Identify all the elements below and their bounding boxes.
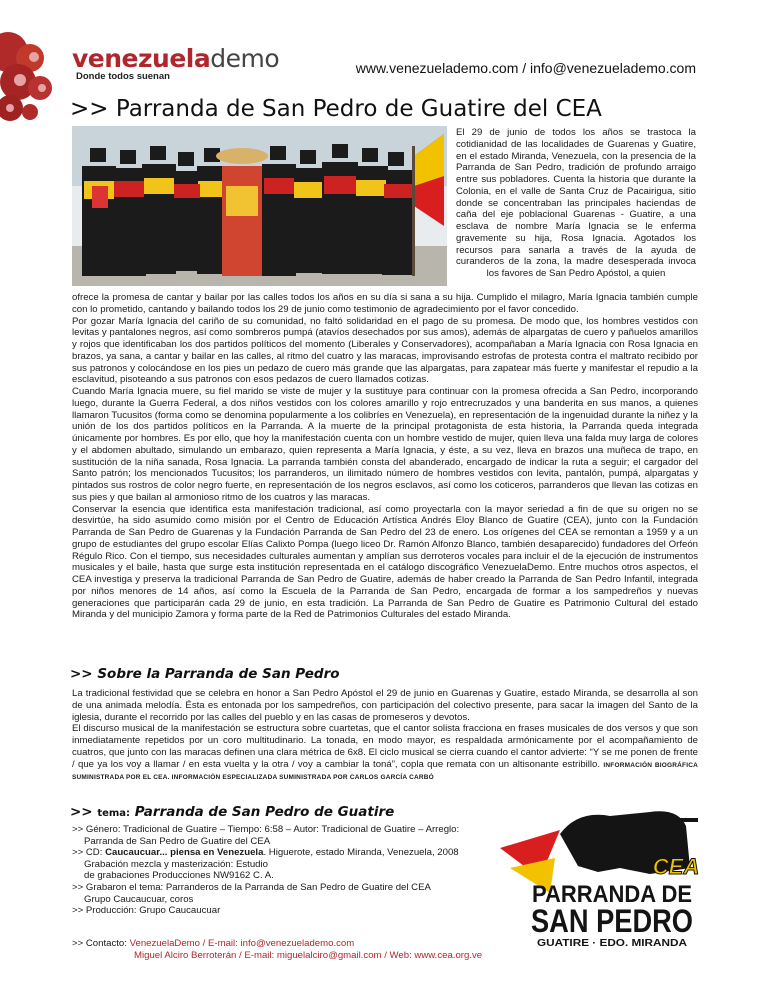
article-paragraph-4: Conservar la esencia que identifica esta manifestación tradicional, así como proyectarla con la mayor seriedad a fin de que su origen no se desvirtúe, ha sido asumido como misión por el Centro de Educación Artística Andrés Eloy Blanco de Guatire (CEA), junto con la Fundación Parranda de San Pedro de Guarenas y la Fundación Parranda de San Pedro del 23 de enero. Los orígenes del CEA se remontan a 1959 y a un grupo de estudiantes del grupo escolar Elías Calixto Pompa (luego liceo Dr. Ramón Alfonzo Blanco, también desaparecido) fundadores del Orfeón Régulo Rico. Con el tiempo, sus necesidades culturales aumentan y amplían sus derroteros vocales para incluir el de la ejecución de instrumentos musicales y el baile, hasta que surge esta institución representada en el catálogo discográfico VenezuelaDemo. Entre muchos otros aspectos, el CEA investiga y preserva la tradicional Parranda de San Pedro de Guatire, además de haber creado la Parranda de San Pedro Infantil, integrada por niños menores de 14 años, así como la Escuela de la Parranda de San Pedro, encargada de formar a los sampedreños y nuevas generaciones que participarán cada 29 de junio, en esta tradición. La Parranda de San Pedro de Guatire es Patrimonio Cultural del estado Miranda y del municipio Zamora y forma parte de la Red de Patrimonios Culturales del estado Miranda. <box>72 503 698 621</box>
contact-venezuelademo[interactable]: VenezuelaDemo / E-mail: info@venezuelademo.com <box>129 938 355 949</box>
logo-part-2: demo <box>210 44 280 73</box>
logo-wordmark <box>72 46 279 72</box>
cea-parranda-logo <box>500 808 708 950</box>
sobre-paragraph-2-text: El discurso musical de la manifestación se estructura sobre cuartetas, que el cantor solista fracciona en frases musicales de dos versos y que son inmediatamente repetidos por un coro multitudinario. La tonada, en modo mayor, es respaldada armónicamente por el acompañamiento de cuatros, que junto con las maracas definen una clara métrica de 6x8. El ciclo musical se cierra cuando el cantor advierte: “Y se me ponen de frente / que ya los voy a llamar / en esta vuelta y la otra / voy a cambiar la toná”, copla que remata con un altisonante estribillo. <box>72 723 698 770</box>
contact-block <box>72 938 482 962</box>
tema-details <box>72 824 492 917</box>
tema-genero-cont: Parranda de San Pedro de Guatire del CEA <box>84 835 271 847</box>
sobre-heading: >> Sobre la Parranda de San Pedro <box>70 666 340 682</box>
credits-note: INFORMACIÓN BIOGRÁFICA SUMINISTRADA POR EL CEA. INFORMACIÓN ESPECIALIZADA SUMINISTRADA POR CARLOS GARCÍA CARBÓ <box>72 761 699 782</box>
tema-grabaron-cont: Grupo Caucaucuar, coros <box>84 893 194 905</box>
tema-prefix: >> <box>70 804 93 820</box>
tema-title: Parranda de San Pedro de Guatire <box>134 804 395 820</box>
sobre-body <box>72 688 698 784</box>
tema-produccion: >> Producción: Grupo Caucaucuar <box>72 905 221 917</box>
cea-logo-cea: CEA <box>652 854 700 879</box>
logo-tagline: Donde todos suenan <box>76 71 170 82</box>
cea-logo-line-3: GUATIRE · EDO. MIRANDA <box>537 938 687 949</box>
sobre-paragraph-1: La tradicional festividad que se celebra en honor a San Pedro Apóstol el 29 de junio en Guarenas y Guatire, estado Miranda, se desarrolla al son de una animada melodía. Ésta es entonada por los sampedreños, con participación del colectivo presente, para sacar la imagen del Santo de la iglesia, durante el recorrido por las calles del pueblo y en las casas de promeseros y devotos. <box>72 688 698 723</box>
tema-cd-title: Caucaucuar... piensa en Venezuela <box>105 847 264 859</box>
cea-logo-line-1: PARRANDA DE <box>532 881 692 908</box>
intro-paragraph: El 29 de junio de todos los años se trastoca la cotidianidad de las localidades de Guarenas y Guatire, en el estado Miranda, Venezuela, con la presencia de la Parranda de San Pedro, tradición de profundo arraigo entre sus pobladores. Cuenta la historia que durante la Colonia, en el valle de Santa Cruz de Pacairigua, sitio donde se concentraban las principales haciendas de caña del eje poblacional Guarenas - Guatire, a una esclava de nombre María Ignacia se le enferma gravemente su hija, Rosa Ignacia. Agotados los recursos para sanarla a través de la ayuda de curanderos de la zona, la madre desesperada invoca los favores de San Pedro Apóstol, a quien <box>456 127 696 279</box>
tema-genero: >> Género: Tradicional de Guatire – Tiempo: 6:58 – Autor: Tradicional de Guatire – Arreglo: <box>72 824 460 835</box>
article-body <box>72 292 698 621</box>
tema-cd-prefix: >> CD: <box>72 847 106 859</box>
tema-cd-rest: . Higuerote, estado Miranda, Venezuela, 2008 <box>263 847 459 859</box>
tema-heading <box>70 804 394 820</box>
article-paragraph-2: Por gozar María Ignacia del cariño de su comunidad, no faltó solidaridad en el pago de su promesa. De modo que, los hombres vestidos con levitas y pantalones negros, así como sombreros pumpá (atavíos desechados por sus amos), además de alpargatas de cuero y pañuelos amarillos y rojos que identificaban los dos partidos políticos del momento (Liberales y Conservadores), acompañaban a María Ignacia con Rosa Ignacia en brazos, ya sana, a cantar y bailar en las calles, al ritmo del cuatro y las maracas, improvisando estrofas de protesta contra el maltrato recibido por sus patronos y colocándose en los pies un pedazo de cuero más grande que las alpargatas, para zapatear más fuerte y manifestar el repudio a la esclavitud, pisoteando a sus patronos con esos pedazos de cuero llamados cotizas. <box>72 315 698 386</box>
logo-part-1: venezuela <box>72 44 211 73</box>
tema-cd-cont-2: de grabaciones Producciones NW9162 C. A. <box>84 870 274 882</box>
article-paragraph-1: ofrece la promesa de cantar y bailar por las calles todos los años en su día si sana a su hija. Cumplido el milagro, María Ignacia también cumple con lo prometido, cantando y bailando todos los 29 de junio como testimonio de agradecimiento por el favor concedido. <box>72 292 698 315</box>
tema-label: tema: <box>97 808 131 819</box>
tema-cd-cont-1: Grabación mezcla y masterización: Estudio <box>84 858 268 870</box>
contact-prefix: >> Contacto: <box>72 938 130 949</box>
page-title: >> Parranda de San Pedro de Guatire del CEA <box>70 96 602 122</box>
sobre-paragraph-2 <box>72 723 698 784</box>
parranda-group-photo <box>72 126 447 286</box>
decorative-blob <box>0 30 62 122</box>
tema-cd <box>72 847 492 859</box>
cea-logo-line-2: SAN PEDRO <box>531 903 693 939</box>
site-contact-header[interactable]: www.venezuelademo.com / info@venezuelademo.com <box>355 60 696 76</box>
contact-line-2[interactable]: Miguel Alciro Berroterán / E-mail: miguelalciro@gmail.com / Web: www.cea.org.ve <box>134 950 483 961</box>
article-paragraph-3: Cuando María Ignacia muere, su fiel marido se viste de mujer y la sustituye para continuar con la promesa ofrecida a San Pedro, incorporando luego, durante la Guerra Federal, a dos niños vestidos con los colores amarillo y rojo entrecruzados y una banderita en sus manos, a quienes llamaron Tucusitos (forma como se denomina popularmente a los colibríes en Venezuela), en representación de la ingenuidad durante la niñez y la unión de los dos partidos políticos en la Parranda. A la muerte de la principal protagonista de esta historia, la Parranda queda integrada únicamente por hombres. Es por ello, que hoy la manifestación cuenta con un hombre vestido de mujer, quien lleva una falda muy larga de colores y el abdomen abultado, simulando un embarazo, quien representa a María Ignacia, y éste, a su vez, lleva en brazos una muñeca de trapo, en sustitución de la niña sanada, Rosa Ignacia. La parranda también consta del abanderado, encargado de indicar la ruta a seguir; el cargador del Santo patrón; los mencionados Tucusitos; los parranderos, un ilimitado número de hombres vestidos con levita, pantalón, pumpá, alpargatas y pintados sus rostros de color negro fuerte, en representación de los negros esclavos, así como los coticeros, parranderos que llevan las cotizas en sus pies y que bailan al armonioso ritmo de los cuatros y las maracas. <box>72 386 698 503</box>
brand-logo[interactable] <box>72 46 279 82</box>
contact-line-1 <box>72 938 482 950</box>
tema-grabaron: >> Grabaron el tema: Parranderos de la Parranda de San Pedro de Guatire del CEA <box>72 881 431 893</box>
